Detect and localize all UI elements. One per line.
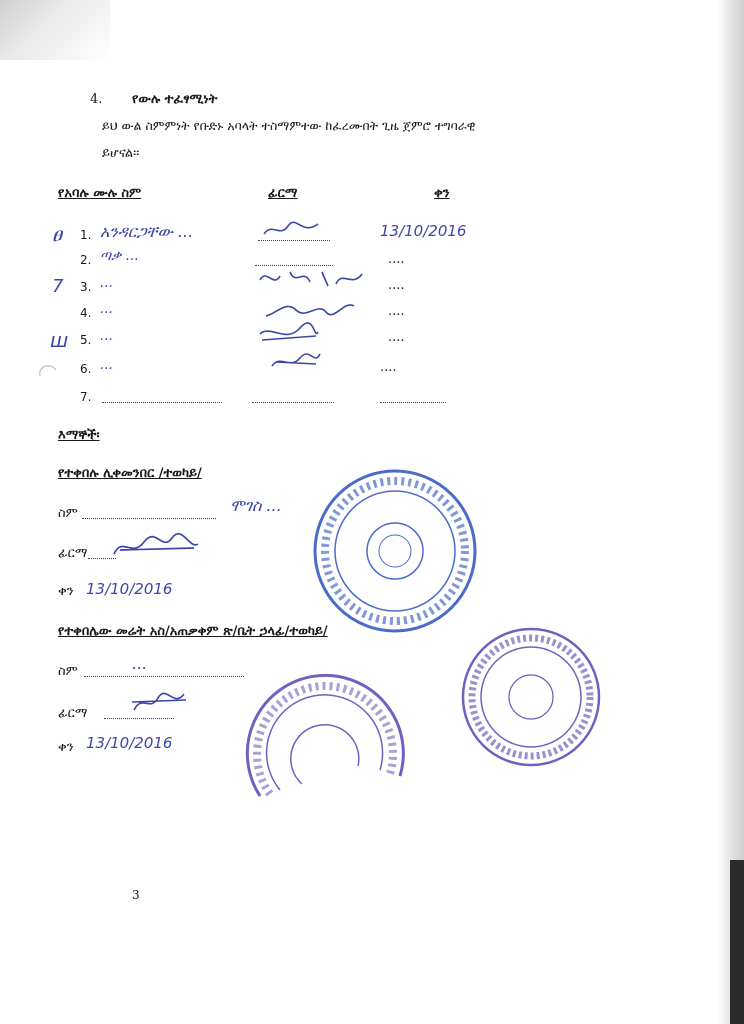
member-date: ....: [380, 360, 397, 375]
member-index: 1.: [80, 228, 92, 242]
office-signature-scribble: [128, 688, 190, 718]
signature-scribble: [262, 218, 322, 240]
signature-scribble: [262, 296, 358, 322]
member-mark: ш: [50, 328, 69, 352]
date-line: [380, 402, 446, 403]
chair-date-label: ቀን: [58, 584, 74, 599]
member-name: አንዳርጋቸው ...: [100, 222, 194, 241]
member-date: ....: [388, 278, 405, 293]
chair-heading: የተቀበሉ ሊቀመንበር /ተወካይ/: [58, 466, 202, 481]
name-line: [102, 402, 222, 403]
member-index: 5.: [80, 333, 92, 347]
header-date: ቀን: [434, 186, 450, 201]
official-seal-blue: [310, 466, 480, 636]
member-index: 4.: [80, 306, 92, 320]
chair-signature-label: ፊርማ: [58, 546, 88, 561]
header-signature: ፊርማ: [268, 186, 298, 201]
office-heading: የተቀበሌው መሬት አስ/አጠቃቀም ጽ/ቤት ኃላፊ/ተወካይ/: [58, 624, 328, 639]
erased-mark: [36, 360, 60, 382]
signature-scribble: [268, 350, 324, 372]
member-name: ...: [100, 301, 114, 317]
official-seal-partial: [240, 666, 408, 806]
page-number: 3: [132, 888, 140, 902]
member-name: ...: [100, 275, 114, 291]
scan-dark-edge: [730, 860, 744, 1024]
office-name-line: [84, 676, 244, 677]
chair-name: ሞገስ ...: [230, 496, 282, 515]
witnesses-heading: እማኞች፡: [58, 428, 100, 443]
member-mark: ፀ: [52, 222, 62, 246]
office-signature-line: [104, 718, 174, 719]
signature-scribble: [256, 266, 366, 290]
signature-line: [258, 240, 330, 241]
office-name: ...: [132, 654, 148, 673]
member-name: ...: [100, 357, 114, 373]
member-index: 2.: [80, 253, 92, 267]
chair-signature-scribble: [110, 532, 202, 562]
office-date: 13/10/2016: [86, 734, 173, 752]
member-mark: 7: [52, 276, 64, 297]
section-title: የውሉ ተፈፃሚነት: [132, 92, 218, 107]
member-date: ....: [388, 252, 405, 267]
chair-name-label: ስም: [58, 506, 78, 521]
office-name-label: ስም: [58, 664, 78, 679]
section-number: 4.: [90, 92, 103, 107]
member-name: ...: [100, 328, 114, 344]
signature-line: [252, 402, 334, 403]
member-date: 13/10/2016: [380, 222, 467, 240]
member-index: 6.: [80, 362, 92, 376]
member-index: 3.: [80, 280, 92, 294]
official-seal-purple: [460, 626, 602, 768]
section-text-line2: ይሆናል፡፡: [102, 146, 140, 161]
office-date-label: ቀን: [58, 740, 74, 755]
scan-shadow: [0, 0, 110, 60]
member-date: ....: [388, 304, 405, 319]
chair-name-line: [82, 518, 216, 519]
section-text-line1: ይህ ውል ስምምነት የቡድኑ አባላት ተስማምተው ከፈረሙበት ጊዜ ጀምሮ ተግባራዊ: [102, 118, 476, 133]
office-signature-label: ፊርማ: [58, 706, 88, 721]
chair-date: 13/10/2016: [86, 580, 173, 598]
header-member-name: የአባሉ ሙሉ ስም: [58, 186, 142, 201]
signature-scribble: [256, 322, 322, 346]
member-name: ጣቃ ...: [100, 248, 140, 264]
member-date: ....: [388, 330, 405, 345]
member-index: 7.: [80, 390, 92, 404]
